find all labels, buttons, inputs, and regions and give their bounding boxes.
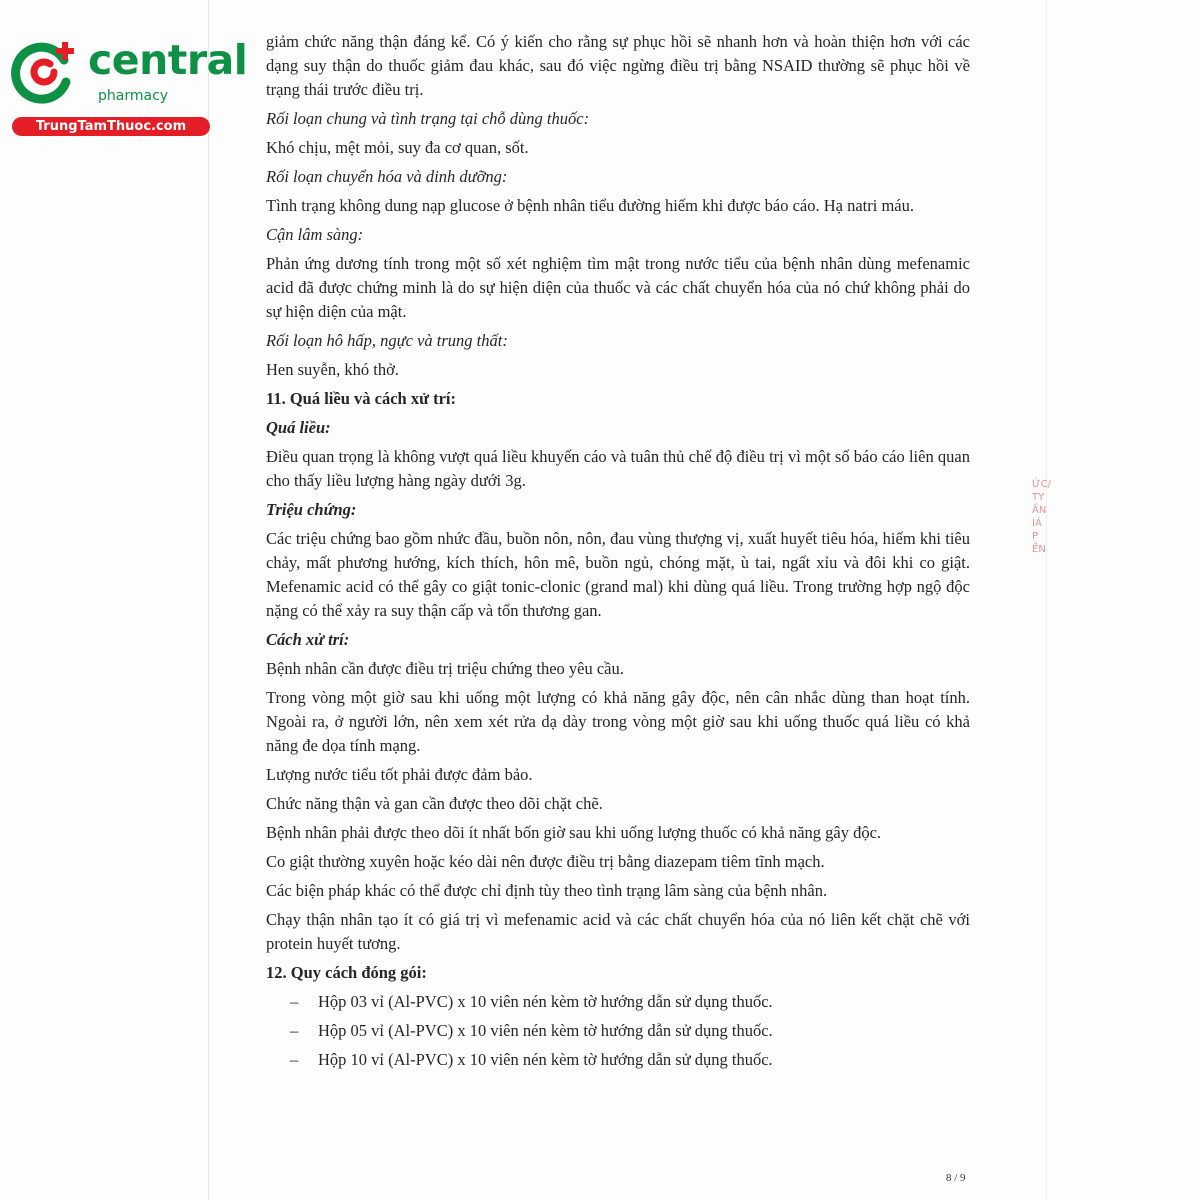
treatment-line-6: Co giật thường xuyên hoặc kéo dài nên được điều trị bằng diazepam tiêm tĩnh mạch. xyxy=(266,852,825,871)
page-number: 8 / 9 xyxy=(946,1172,966,1184)
treatment-line-5: Bệnh nhân phải được theo dõi ít nhất bốn giờ sau khi uống lượng thuốc có khả năng gây độc. xyxy=(266,823,882,842)
central-logo-icon xyxy=(10,38,80,108)
treatment-line-8: Chạy thận nhân tạo ít có giá trị vì mefenamic acid và các chất chuyển hóa của nó liên kết chặt chẽ với protein huyết tương. xyxy=(266,910,970,953)
section-heading-overdose: 11. Quá liều và cách xử trí: xyxy=(266,389,457,408)
document-body xyxy=(266,30,970,1077)
subheading-metabolism: Rối loạn chuyển hóa và dinh dưỡng: xyxy=(266,167,508,186)
paragraph-renal-recovery: giảm chức năng thận đáng kể. Có ý kiến cho rằng sự phục hồi sẽ nhanh hơn và hoàn thiện hơn với các dạng suy thận do thuốc giảm đau khác, sau đó việc ngừng điều trị bằng NSAID thường sẽ phục hồi về trạng thái trước điều trị. xyxy=(266,32,970,99)
treatment-line-7: Các biện pháp khác có thể được chỉ định tùy theo tình trạng lâm sàng của bệnh nhân. xyxy=(266,881,828,900)
list-dash: – xyxy=(290,1021,299,1040)
subheading-respiratory: Rối loạn hô hấp, ngực và trung thất: xyxy=(266,331,508,350)
brand-name: central xyxy=(88,36,248,84)
list-item xyxy=(266,1048,970,1072)
paragraph-symptoms: Các triệu chứng bao gồm nhức đầu, buồn nôn, nôn, đau vùng thượng vị, xuất huyết tiêu hóa, hiếm khi tiêu chảy, mất phương hướng, kích thích, hôn mê, buồn ngủ, chóng mặt, ù tai, ngất xỉu và đôi khi co giật. Mefenamic acid có thể gây co giật tonic-clonic (grand mal) khi dùng quá liều. Trong trường hợp ngộ độc nặng có thể xảy ra suy thận cấp và tổn thương gan. xyxy=(266,529,970,620)
stamp-text: TY xyxy=(1032,492,1045,503)
packaging-item-text: Hộp 03 vỉ (Al-PVC) x 10 viên nén kèm tờ hướng dẫn sử dụng thuốc. xyxy=(318,992,773,1011)
treatment-line-4: Chức năng thận và gan cần được theo dõi chặt chẽ. xyxy=(266,794,603,813)
subheading-laboratory: Cận lâm sàng: xyxy=(266,225,364,244)
stamp-text: P xyxy=(1032,531,1039,542)
packaging-list xyxy=(266,990,970,1072)
paragraph-respiratory: Hen suyễn, khó thở. xyxy=(266,360,399,379)
page-left-edge xyxy=(208,0,209,1200)
subheading-treatment: Cách xử trí: xyxy=(266,630,350,649)
treatment-line-1: Bệnh nhân cần được điều trị triệu chứng theo yêu cầu. xyxy=(266,659,624,678)
brand-subtitle: pharmacy xyxy=(98,88,169,104)
list-item xyxy=(266,1019,970,1043)
packaging-item-text: Hộp 05 vỉ (Al-PVC) x 10 viên nén kèm tờ hướng dẫn sử dụng thuốc. xyxy=(318,1021,773,1040)
subheading-overdose: Quá liều: xyxy=(266,418,331,437)
central-pharmacy-logo[interactable] xyxy=(10,36,248,136)
treatment-line-3: Lượng nước tiểu tốt phải được đảm bảo. xyxy=(266,765,533,784)
list-dash: – xyxy=(290,1050,299,1069)
stamp-text: ỨC/ xyxy=(1032,479,1051,490)
stamp-text: IÁ xyxy=(1032,518,1042,529)
subheading-symptoms: Triệu chứng: xyxy=(266,500,357,519)
section-heading-packaging: 12. Quy cách đóng gói: xyxy=(266,963,427,982)
list-item xyxy=(266,990,970,1014)
treatment-line-2: Trong vòng một giờ sau khi uống một lượng có khả năng gây độc, nên cân nhắc dùng than hoạt tính. Ngoài ra, ở người lớn, nên xem xét rửa dạ dày trong vòng một giờ sau khi uống thuốc quá liều có khả năng đe dọa tính mạng. xyxy=(266,688,970,755)
red-stamp xyxy=(1032,478,1052,650)
stamp-text: ỀN xyxy=(1032,544,1046,555)
paragraph-overdose: Điều quan trọng là không vượt quá liều khuyến cáo và tuân thủ chế độ điều trị vì một số báo cáo liên quan cho thấy liều lượng hàng ngày dưới 3g. xyxy=(266,447,970,490)
paragraph-laboratory: Phản ứng dương tính trong một số xét nghiệm tìm mật trong nước tiểu của bệnh nhân dùng mefenamic acid đã được chứng minh là do sự hiện diện của thuốc và các chất chuyển hóa của nó chứ không phải do sự hiện diện của mật. xyxy=(266,254,970,321)
packaging-item-text: Hộp 10 vỉ (Al-PVC) x 10 viên nén kèm tờ hướng dẫn sử dụng thuốc. xyxy=(318,1050,773,1069)
subheading-general-disorders: Rối loạn chung và tình trạng tại chỗ dùng thuốc: xyxy=(266,109,590,128)
brand-url-badge[interactable]: TrungTamThuoc.com xyxy=(12,117,210,136)
paragraph-metabolism: Tình trạng không dung nạp glucose ở bệnh nhân tiểu đường hiếm khi được báo cáo. Hạ natri máu. xyxy=(266,196,914,215)
list-dash: – xyxy=(290,992,299,1011)
stamp-text: ẦN xyxy=(1032,505,1047,516)
paragraph-general-disorders: Khó chịu, mệt mỏi, suy đa cơ quan, sốt. xyxy=(266,138,529,157)
